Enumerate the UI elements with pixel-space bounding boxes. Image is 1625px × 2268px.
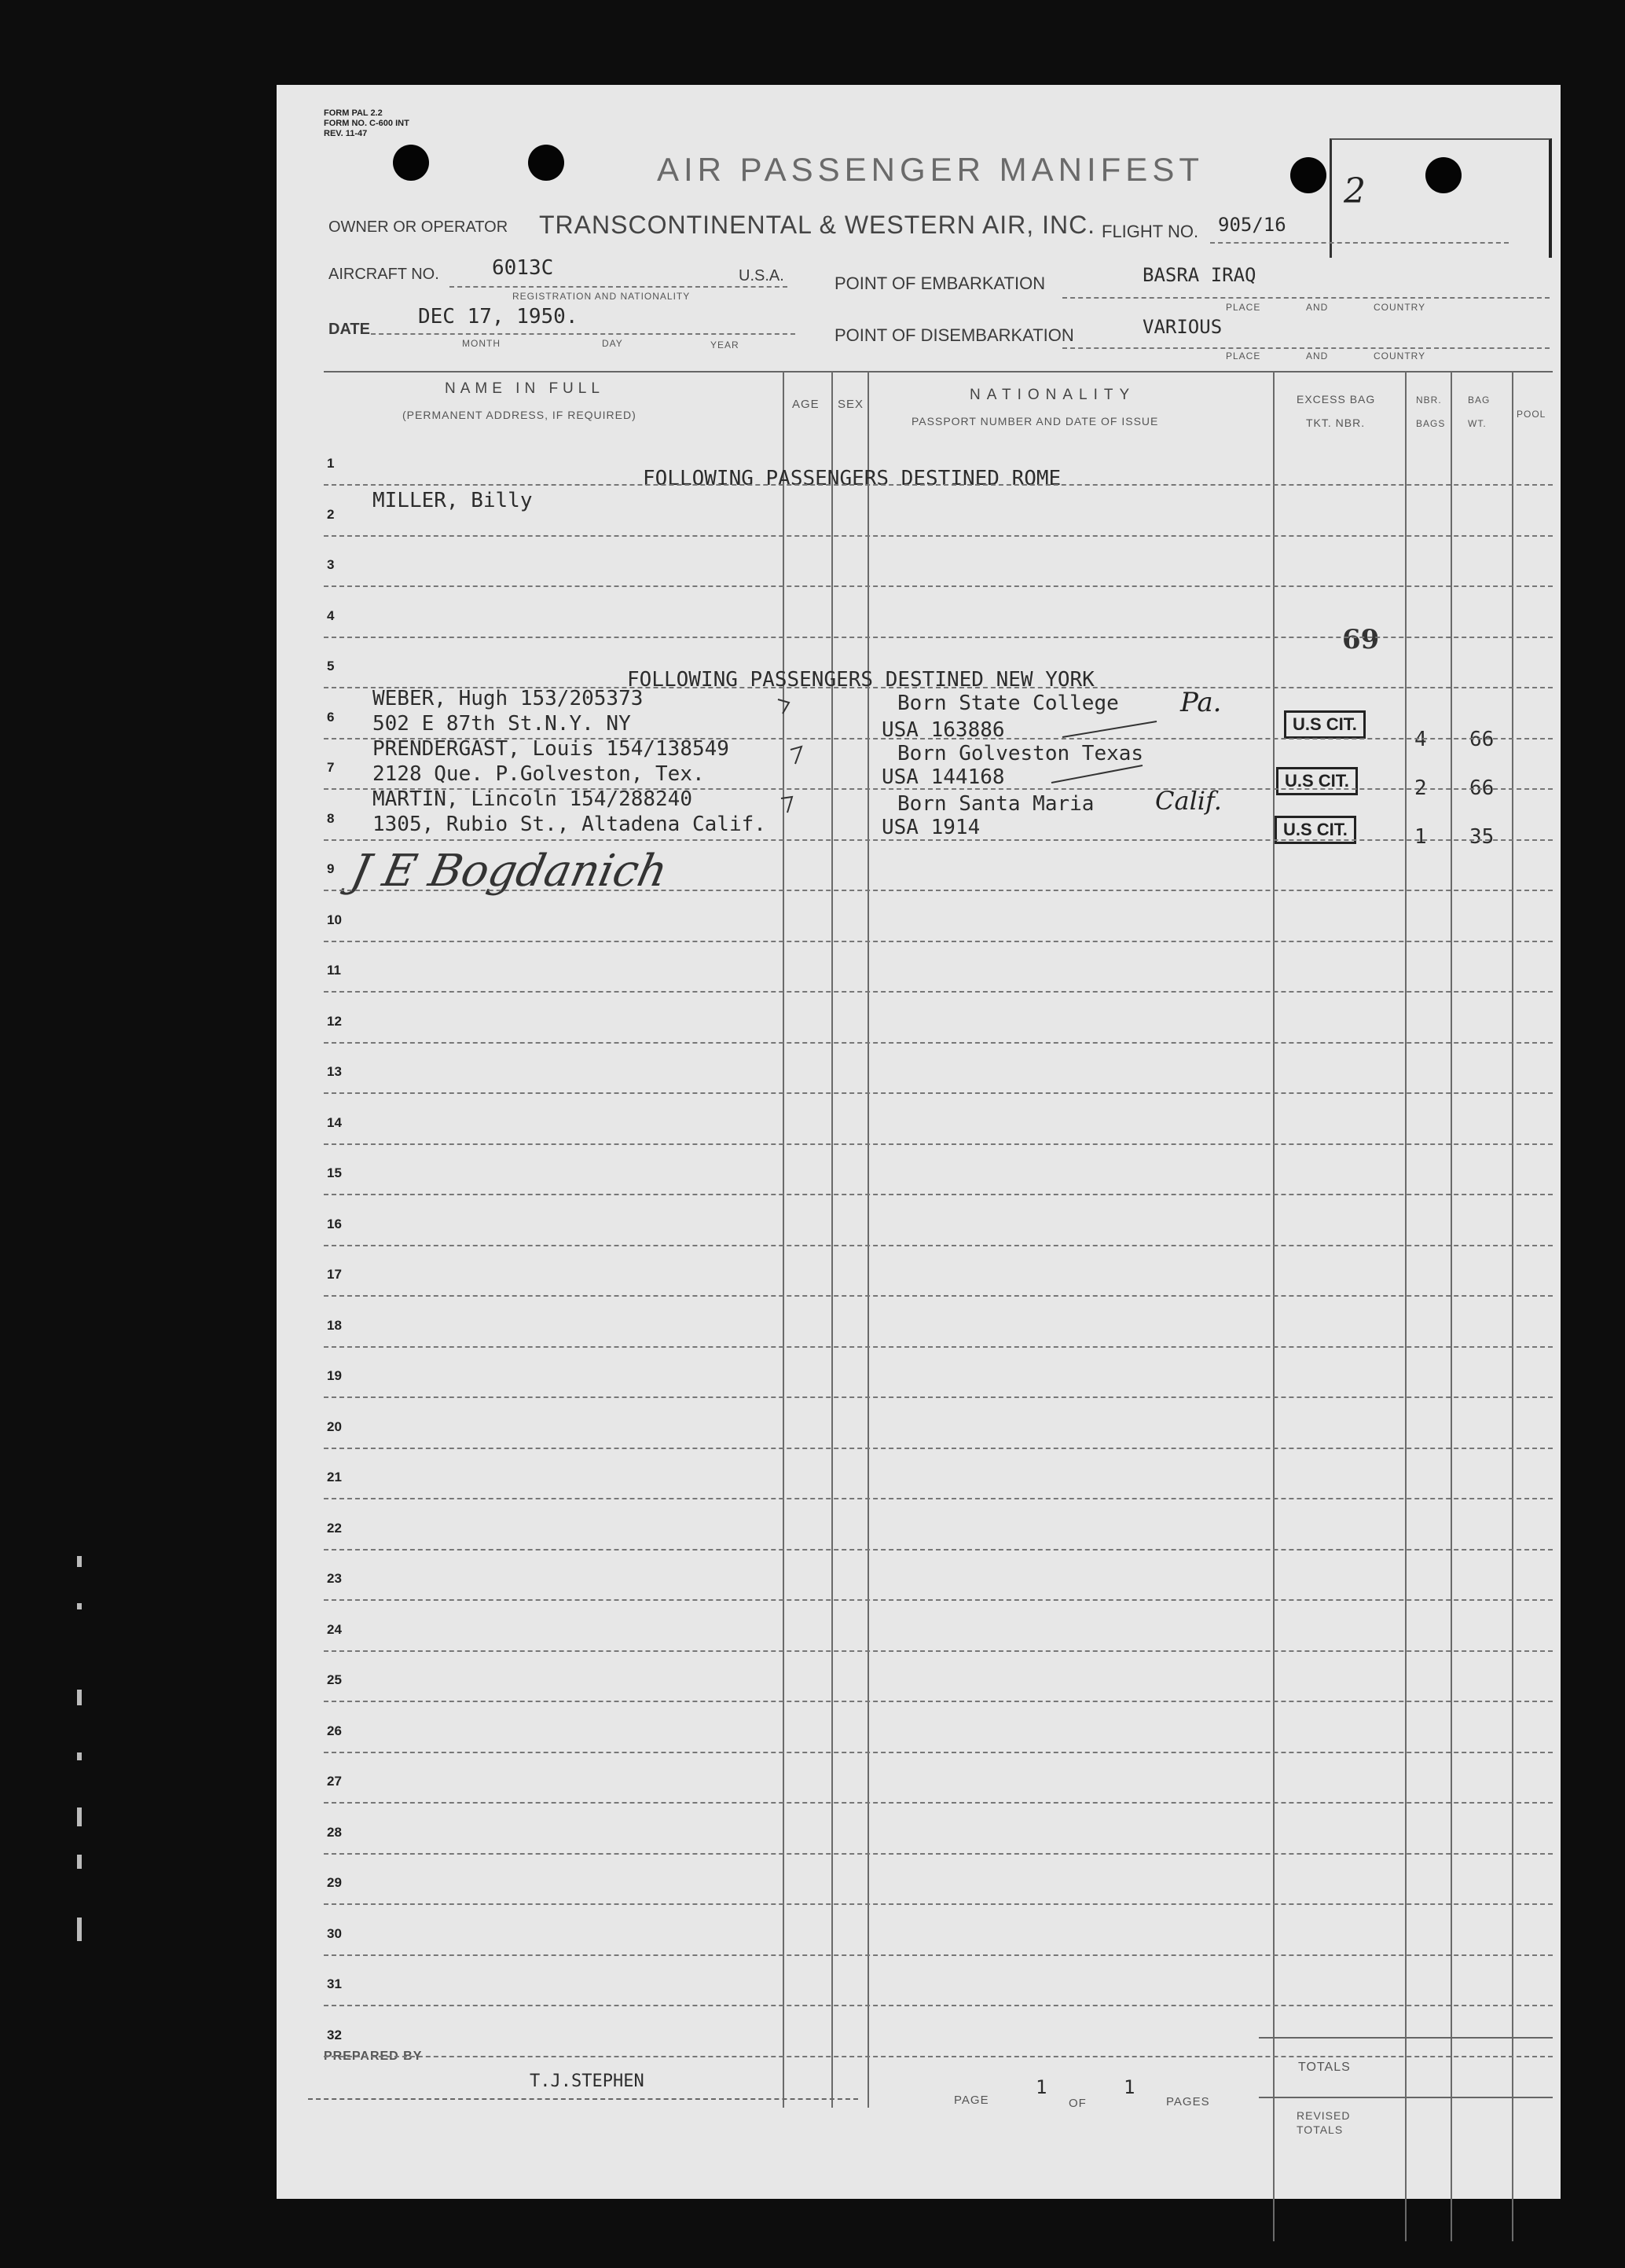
table-row-line	[324, 1802, 1553, 1804]
row-number: 31	[327, 1976, 342, 1991]
row-number: 24	[327, 1622, 342, 1637]
country-caption: COUNTRY	[1374, 350, 1426, 361]
row-number: 10	[327, 912, 342, 927]
film-mark	[77, 1690, 82, 1705]
us-citizen-stamp: U.S CIT.	[1276, 767, 1358, 795]
table-row-line	[324, 1042, 1553, 1044]
passenger-nationality: Born Santa Maria	[897, 792, 1095, 816]
footer-top-border	[1259, 2037, 1553, 2039]
col-header-pool: POOL	[1517, 409, 1546, 420]
passenger-passport: USA 144168	[882, 765, 1005, 789]
aircraft-country: U.S.A.	[739, 267, 784, 284]
registration-caption: REGISTRATION AND NATIONALITY	[512, 291, 691, 302]
prepared-underline	[308, 2098, 858, 2100]
owner-label: OWNER OR OPERATOR	[328, 218, 508, 236]
passenger-address: 1305, Rubio St., Altadena Calif.	[372, 813, 766, 836]
form-code-line: FORM NO. C-600 INT	[324, 119, 409, 128]
totals-divider	[1259, 2097, 1553, 2098]
passenger-nationality-handwritten: Calif.	[1155, 786, 1222, 816]
table-row-line	[324, 890, 1553, 891]
row-number: 28	[327, 1825, 342, 1840]
check-marks	[277, 85, 1561, 949]
col-header-name-sub: (PERMANENT ADDRESS, IF REQUIRED)	[402, 409, 636, 421]
row-number: 20	[327, 1419, 342, 1434]
col-header-nbr-1: NBR.	[1416, 395, 1442, 406]
disembark-label: POINT OF DISEMBARKATION	[835, 325, 1074, 345]
row-number: 8	[327, 811, 335, 826]
of-label: OF	[1069, 2097, 1087, 2110]
table-row-line	[324, 941, 1553, 942]
owner-value: TRANSCONTINENTAL & WESTERN AIR, INC.	[539, 211, 1096, 239]
passenger-address: 2128 Que. P.Golveston, Tex.	[372, 762, 705, 786]
passenger-address: 502 E 87th St.N.Y. NY	[372, 712, 631, 736]
table-row-line	[324, 1346, 1553, 1348]
table-row-line	[324, 535, 1553, 537]
film-mark	[77, 1807, 82, 1826]
prepared-value: T.J.STEPHEN	[530, 2072, 644, 2091]
table-row-line	[324, 1498, 1553, 1499]
table-row-line	[324, 1752, 1553, 1753]
film-mark	[77, 1556, 82, 1567]
row-number: 16	[327, 1217, 342, 1231]
row-number: 14	[327, 1115, 342, 1130]
film-mark	[77, 1603, 82, 1609]
day-caption: DAY	[602, 338, 623, 349]
table-row-line	[324, 1295, 1553, 1297]
table-row-line	[324, 484, 1553, 486]
row-number: 4	[327, 608, 335, 623]
flight-label: FLIGHT NO.	[1102, 222, 1199, 241]
passenger-bag-weight: 66	[1469, 728, 1495, 751]
check-mark	[1051, 765, 1143, 783]
totals-label: TOTALS	[1298, 2061, 1351, 2074]
col-header-excess-2: TKT. NBR.	[1306, 417, 1366, 429]
table-row-line	[324, 2005, 1553, 2006]
table-row-line	[324, 1701, 1553, 1702]
passenger-bags: 4	[1414, 728, 1427, 751]
page-number-handwritten: 2	[1344, 171, 1366, 211]
film-mark	[77, 1855, 82, 1869]
table-row-line	[324, 2056, 1553, 2057]
row-number: 22	[327, 1521, 342, 1536]
passenger-nationality-handwritten: Pa.	[1180, 687, 1222, 718]
table-row-line	[324, 1549, 1553, 1551]
aircraft-label: AIRCRAFT NO.	[328, 266, 439, 283]
row-number: 3	[327, 557, 335, 572]
table-row-line	[324, 1143, 1553, 1145]
table-row-line	[324, 1092, 1553, 1094]
table-row-line	[324, 1599, 1553, 1601]
prepared-label: PREPARED BY	[324, 2050, 423, 2063]
rome-passenger: MILLER, Billy	[372, 489, 533, 512]
col-header-bag-2: WT.	[1468, 418, 1487, 429]
table-row-line	[324, 1194, 1553, 1195]
col-header-nationality-sub: PASSPORT NUMBER AND DATE OF ISSUE	[912, 415, 1159, 428]
note-69: 69	[1342, 624, 1380, 655]
col-header-excess-1: EXCESS BAG	[1297, 393, 1376, 406]
row-number: 11	[327, 963, 341, 978]
table-row-line	[324, 637, 1553, 638]
col-header-sex: SEX	[838, 398, 864, 411]
check-mark	[790, 747, 801, 764]
year-caption: YEAR	[710, 339, 739, 350]
row-number: 18	[327, 1318, 342, 1333]
table-row-line	[324, 1903, 1553, 1905]
row-number: 19	[327, 1368, 342, 1383]
film-mark	[77, 1752, 82, 1760]
us-citizen-stamp: U.S CIT.	[1275, 816, 1356, 844]
page-label: PAGE	[954, 2094, 989, 2107]
row-number: 25	[327, 1672, 342, 1687]
check-mark	[778, 699, 789, 714]
aircraft-value: 6013C	[492, 256, 554, 280]
row-number: 15	[327, 1165, 342, 1180]
passenger-passport: USA 163886	[882, 718, 1005, 742]
row-number: 2	[327, 507, 335, 522]
row-number: 26	[327, 1723, 342, 1738]
table-row-line	[324, 687, 1553, 688]
us-citizen-stamp: U.S CIT.	[1284, 710, 1366, 739]
row-number: 6	[327, 710, 335, 725]
table-row-line	[324, 1245, 1553, 1246]
col-header-age: AGE	[792, 398, 820, 411]
passenger-name: MARTIN, Lincoln 154/288240	[372, 787, 692, 811]
and-caption: AND	[1306, 350, 1329, 361]
col-header-nbr-2: BAGS	[1416, 418, 1446, 429]
passenger-passport: USA 1914	[882, 816, 981, 839]
passenger-nationality: Born Golveston Texas	[897, 742, 1144, 765]
embark-value: BASRA IRAQ	[1143, 264, 1256, 286]
month-caption: MONTH	[462, 338, 501, 349]
row-number: 5	[327, 659, 335, 673]
row-number: 13	[327, 1064, 342, 1079]
form-code-line: FORM PAL 2.2	[324, 108, 383, 118]
table-row-line	[324, 1954, 1553, 1956]
check-mark	[1062, 721, 1157, 737]
table-row-line	[324, 991, 1553, 993]
row-number: 23	[327, 1571, 342, 1586]
table-row-line	[324, 1650, 1553, 1652]
signature: J E Bogdanich	[347, 846, 673, 897]
table-row-line	[324, 1396, 1553, 1398]
row-number: 30	[327, 1926, 342, 1941]
place-caption: PLACE	[1226, 350, 1261, 361]
table-row-line	[324, 788, 1553, 790]
disembark-value: VARIOUS	[1143, 316, 1223, 338]
and-caption: AND	[1306, 302, 1329, 313]
row-number: 32	[327, 2028, 342, 2042]
revised-label: REVISED	[1297, 2109, 1351, 2122]
table-row-line	[324, 1448, 1553, 1449]
page-value: 1	[1036, 2076, 1047, 2098]
revised-label: TOTALS	[1297, 2123, 1344, 2136]
pages-label: PAGES	[1166, 2095, 1210, 2108]
check-mark	[781, 797, 792, 813]
form-code-line: REV. 11-47	[324, 129, 368, 138]
place-caption: PLACE	[1226, 302, 1261, 313]
table-row-line	[324, 738, 1553, 739]
passenger-nationality: Born State College	[897, 692, 1119, 715]
row-number: 29	[327, 1875, 342, 1890]
country-caption: COUNTRY	[1374, 302, 1426, 313]
row-number: 12	[327, 1014, 342, 1029]
row-number: 9	[327, 861, 335, 876]
manifest-sheet	[277, 85, 1561, 2199]
row-number: 17	[327, 1267, 342, 1282]
passenger-name: PRENDERGAST, Louis 154/138549	[372, 737, 729, 761]
row-number: 1	[327, 456, 335, 471]
date-label: DATE	[328, 321, 370, 338]
passenger-name: WEBER, Hugh 153/205373	[372, 687, 644, 710]
table-row-line	[324, 839, 1553, 841]
row-number: 7	[327, 760, 335, 775]
row-number: 21	[327, 1470, 342, 1484]
row-number: 27	[327, 1774, 342, 1789]
ny-heading: FOLLOWING PASSENGERS DESTINED NEW YORK	[627, 668, 1095, 692]
table-row-line	[324, 585, 1553, 587]
of-value: 1	[1124, 2076, 1135, 2098]
col-header-bag-1: BAG	[1468, 395, 1491, 406]
passenger-bag-weight: 35	[1469, 825, 1495, 849]
col-header-nationality: NATIONALITY	[970, 387, 1136, 403]
flight-value: 905/16	[1218, 214, 1286, 236]
film-mark	[77, 1918, 82, 1941]
col-header-name: NAME IN FULL	[445, 380, 604, 397]
embark-label: POINT OF EMBARKATION	[835, 273, 1046, 293]
date-value: DEC 17, 1950.	[418, 305, 578, 328]
form-title: AIR PASSENGER MANIFEST	[657, 151, 1204, 188]
table-row-line	[324, 1853, 1553, 1855]
passenger-bags: 2	[1414, 776, 1427, 800]
passenger-bag-weight: 66	[1469, 776, 1495, 800]
rome-heading: FOLLOWING PASSENGERS DESTINED ROME	[643, 467, 1062, 490]
passenger-bags: 1	[1414, 825, 1427, 849]
